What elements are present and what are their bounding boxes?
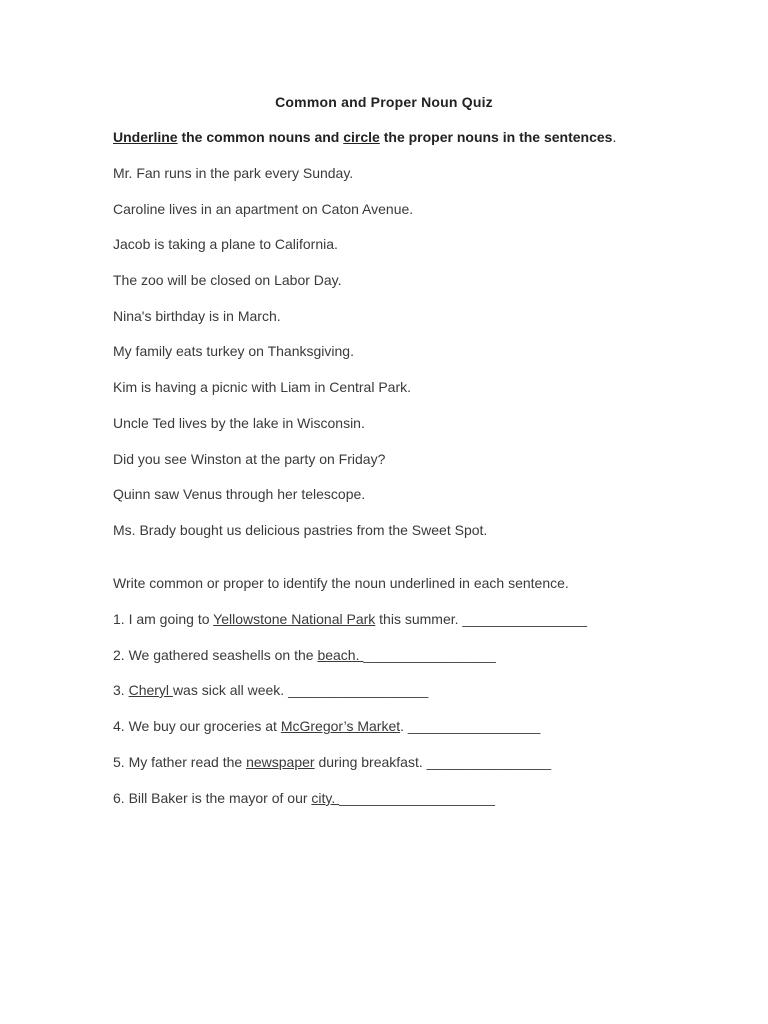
underlined-noun: newspaper	[246, 754, 315, 770]
answer-blank[interactable]: _________________	[407, 718, 541, 734]
sentence-3: Jacob is taking a plane to California.	[113, 236, 338, 252]
question-text: was sick all week.	[172, 682, 289, 698]
question-text: 5. My father read the	[113, 754, 247, 770]
question-6	[113, 790, 495, 806]
instruction-circle-word: circle	[343, 129, 380, 145]
underlined-noun: Yellowstone National Park	[213, 611, 376, 627]
answer-blank[interactable]: __________________	[288, 682, 429, 698]
question-1	[113, 611, 587, 627]
instruction-period: .	[612, 129, 617, 145]
sentence-4: The zoo will be closed on Labor Day.	[113, 272, 342, 288]
sentence-9: Did you see Winston at the party on Friday?	[113, 451, 386, 467]
question-3	[113, 682, 428, 698]
question-4	[113, 718, 540, 734]
sentence-11: Ms. Brady bought us delicious pastries from the Sweet Spot.	[113, 522, 488, 538]
sentence-2: Caroline lives in an apartment on Caton Avenue.	[113, 201, 414, 217]
underlined-noun: beach.	[317, 647, 364, 663]
instruction-text-1: the common nouns and	[177, 129, 344, 145]
part2-instruction: Write common or proper to identify the noun underlined in each sentence.	[113, 575, 569, 591]
instruction-underline-word: Underline	[113, 129, 178, 145]
page-title: Common and Proper Noun Quiz	[275, 94, 493, 110]
question-text: 4. We buy our groceries at	[113, 718, 281, 734]
sentence-10: Quinn saw Venus through her telescope.	[113, 486, 366, 502]
question-2	[113, 647, 496, 663]
answer-blank[interactable]: ________________	[426, 754, 552, 770]
part1-instruction	[113, 129, 616, 145]
question-text: 3.	[113, 682, 129, 698]
sentence-7: Kim is having a picnic with Liam in Central Park.	[113, 379, 412, 395]
question-text: 1. I am going to	[113, 611, 214, 627]
question-text: during breakfast.	[314, 754, 427, 770]
instruction-text-2: the proper nouns in the sentences	[379, 129, 613, 145]
sentence-5: Nina's birthday is in March.	[113, 308, 281, 324]
question-text: this summer.	[375, 611, 463, 627]
question-text: 6. Bill Baker is the mayor of our	[113, 790, 312, 806]
underlined-noun: McGregor’s Market	[280, 718, 401, 734]
underlined-noun: Cheryl	[128, 682, 173, 698]
sentence-6: My family eats turkey on Thanksgiving.	[113, 343, 354, 359]
answer-blank[interactable]: ________________	[462, 611, 587, 627]
sentence-8: Uncle Ted lives by the lake in Wisconsin.	[113, 415, 365, 431]
underlined-noun: city.	[311, 790, 340, 806]
answer-blank[interactable]: ____________________	[339, 790, 495, 806]
question-5	[113, 754, 551, 770]
question-text: .	[400, 718, 408, 734]
question-text: 2. We gathered seashells on the	[113, 647, 318, 663]
sentence-1: Mr. Fan runs in the park every Sunday.	[113, 165, 354, 181]
answer-blank[interactable]: _________________	[363, 647, 496, 663]
